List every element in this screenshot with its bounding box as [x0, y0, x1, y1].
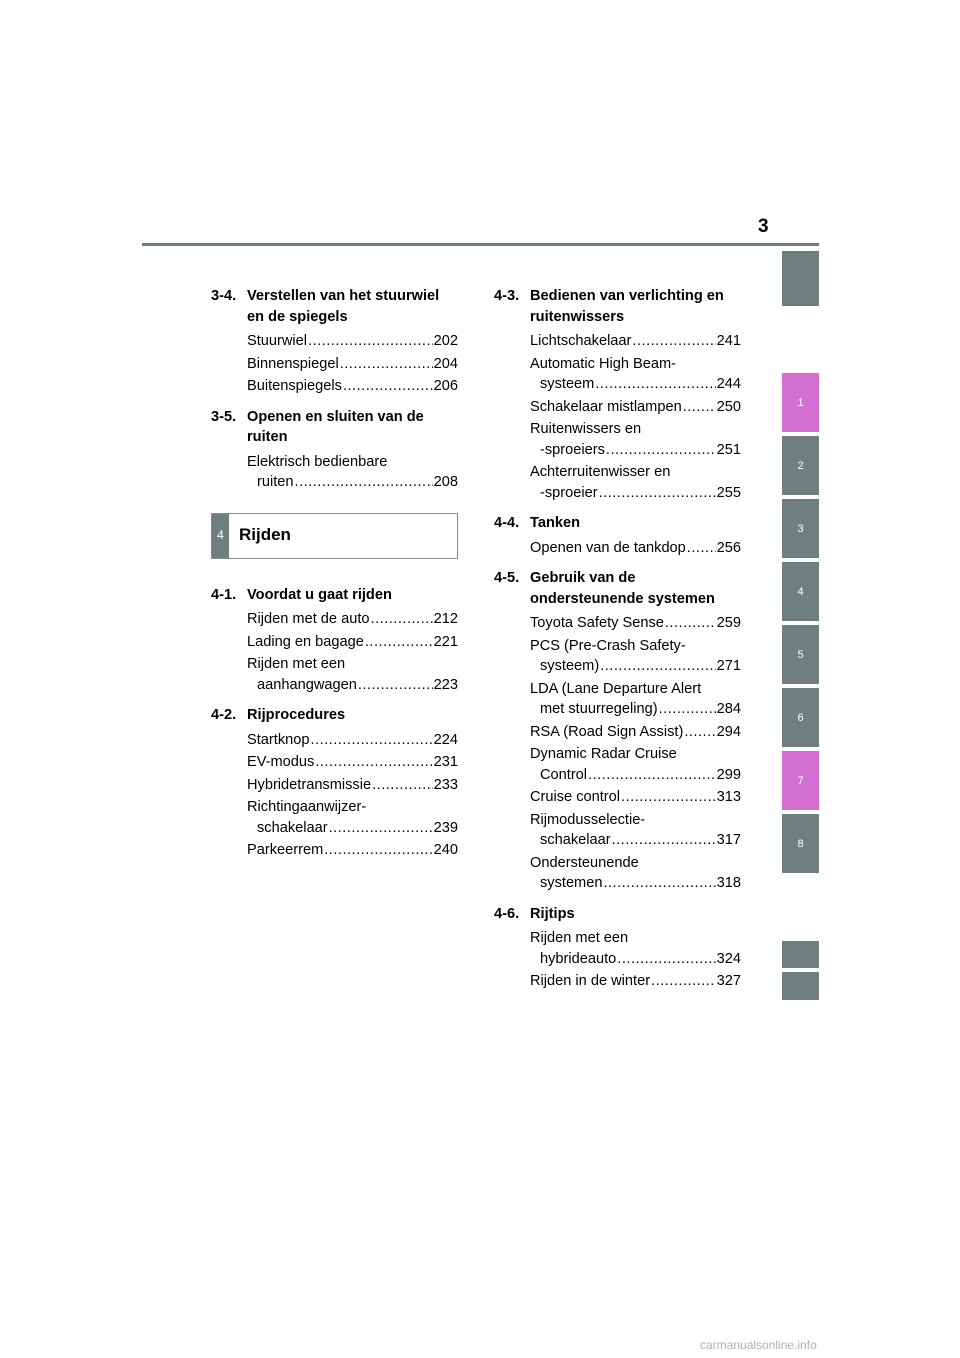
toc-entry-line — [247, 818, 458, 839]
toc-page-number: 202 — [433, 333, 458, 349]
toc-entry-label: Richtingaanwijzer- — [247, 799, 367, 815]
toc-entry[interactable] — [530, 744, 741, 785]
toc-entry-label: Rijden met een — [530, 930, 629, 946]
toc-page-number: 233 — [433, 776, 458, 793]
toc-entry-label: Binnenspiegel — [247, 355, 339, 372]
toc-entry-label: Elektrisch bedienbare — [247, 453, 388, 470]
toc-entry-label: Achterruitenwisser en — [530, 464, 671, 480]
toc-entry-label: Cruise control — [530, 789, 621, 805]
leader-dots — [683, 397, 716, 418]
toc-entry[interactable] — [530, 810, 741, 851]
toc-page-number: 240 — [433, 842, 458, 858]
header-rule — [142, 243, 819, 246]
toc-entry-label: schakelaar — [257, 819, 328, 836]
toc-entry-line — [530, 397, 741, 418]
toc-page-number: 244 — [716, 376, 741, 392]
toc-entry-line — [247, 376, 458, 397]
section-title: Rijtips — [530, 905, 575, 922]
leader-dots — [324, 840, 432, 861]
toc-entry-line — [530, 656, 741, 677]
toc-page-number: 239 — [433, 819, 458, 836]
chapter-title: Rijden — [239, 525, 291, 545]
section-heading — [211, 407, 458, 448]
toc-entry[interactable] — [530, 928, 741, 969]
watermark: carmanualsonline.info — [700, 1338, 817, 1352]
section-number: 3-4. — [211, 288, 237, 304]
toc-entry[interactable] — [530, 419, 741, 460]
toc-left-column — [211, 286, 458, 871]
section-spacer — [211, 399, 458, 407]
toc-entry[interactable] — [530, 722, 741, 743]
toc-page-number: 224 — [433, 731, 458, 748]
leader-dots — [588, 765, 716, 786]
toc-page-number: 259 — [716, 615, 741, 631]
leader-dots — [358, 675, 433, 696]
chapter-tab-7[interactable] — [782, 751, 819, 810]
toc-entry-label: Hybridetransmissie — [247, 776, 372, 793]
toc-entry-line — [530, 971, 741, 992]
leader-dots — [665, 613, 716, 634]
leader-dots — [343, 376, 433, 397]
toc-entry-label: -sproeier — [540, 484, 598, 501]
toc-entry-line — [247, 632, 458, 653]
toc-entry[interactable] — [530, 397, 741, 418]
toc-entry-label: Control — [540, 766, 588, 783]
toc-entry[interactable] — [530, 331, 741, 352]
section-heading — [211, 585, 458, 606]
toc-entry-line — [530, 949, 741, 970]
section-spacer — [494, 994, 741, 1002]
section-spacer — [211, 863, 458, 871]
toc-entry-label: Parkeerrem — [247, 842, 324, 858]
section-number: 4-5. — [494, 570, 520, 586]
toc-entry[interactable] — [530, 354, 741, 395]
toc-entry-line — [530, 679, 741, 700]
toc-entry-line — [530, 722, 741, 743]
chapter-tab-label: 8 — [797, 837, 804, 850]
toc-entry-label: hybrideauto — [540, 950, 617, 967]
toc-entry-label: Openen van de tankdop — [530, 539, 686, 556]
toc-page-number: 317 — [716, 832, 741, 848]
toc-entry-line — [530, 830, 741, 851]
leader-dots — [659, 699, 716, 720]
section-title: Rijprocedures — [247, 707, 346, 723]
toc-entry-line — [530, 853, 741, 874]
toc-entry-line — [247, 472, 458, 493]
leader-dots — [365, 632, 433, 653]
toc-entry[interactable] — [530, 538, 741, 559]
leader-dots — [599, 483, 716, 504]
toc-entry-label: systeem — [540, 376, 595, 392]
chapter-tab-6[interactable] — [782, 688, 819, 747]
toc-entry-line — [247, 797, 458, 818]
section-spacer — [211, 697, 458, 705]
toc-page-number: 256 — [716, 539, 741, 556]
toc-entry-label: LDA (Lane Departure Alert — [530, 680, 702, 697]
toc-page-number: 299 — [716, 766, 741, 783]
toc-entry[interactable] — [530, 971, 741, 992]
section-heading — [211, 286, 458, 327]
leader-dots — [329, 818, 433, 839]
toc-entry-label: Ruitenwissers en — [530, 421, 642, 437]
toc-entry-line — [247, 730, 458, 751]
section-number: 4-4. — [494, 515, 520, 531]
toc-page-number: 271 — [716, 658, 741, 674]
toc-entry-line — [530, 331, 741, 352]
toc-entry-line — [247, 840, 458, 861]
section-number: 4-1. — [211, 586, 237, 603]
leader-dots — [617, 949, 715, 970]
toc-entry-label: Rijden met de auto — [247, 611, 370, 627]
toc-entry-line — [530, 928, 741, 949]
toc-entry-label: Lichtschakelaar — [530, 333, 632, 349]
toc-entry-line — [530, 636, 741, 657]
toc-page-number: 318 — [716, 875, 741, 891]
toc-entry-label: systeem) — [540, 658, 600, 674]
chapter-tab-2[interactable] — [782, 436, 819, 495]
toc-page-number: 231 — [433, 754, 458, 770]
toc-entry-label: ruiten — [257, 474, 294, 490]
section-title: Openen en sluiten van de ruiten — [247, 408, 424, 445]
section-spacer — [494, 560, 741, 568]
toc-entry[interactable] — [247, 752, 458, 773]
leader-dots — [372, 775, 433, 796]
toc-page-number: 223 — [433, 676, 458, 693]
toc-entry-label: Startknop — [247, 731, 310, 748]
section-heading — [211, 705, 458, 726]
toc-entry-line — [530, 744, 741, 765]
toc-entry-label: Buitenspiegels — [247, 378, 342, 394]
toc-entry-line — [530, 538, 741, 559]
section-heading — [494, 286, 741, 327]
toc-entry-label: EV-modus — [247, 754, 315, 770]
toc-entry-line — [530, 483, 741, 504]
toc-entry-line — [530, 419, 741, 440]
toc-entry-line — [247, 675, 458, 696]
section-spacer — [211, 495, 458, 503]
section-title: Tanken — [530, 515, 581, 531]
toc-page-number: 208 — [433, 474, 458, 490]
toc-entry[interactable] — [247, 376, 458, 397]
toc-page-number: 313 — [716, 789, 741, 805]
toc-entry-label: PCS (Pre-Crash Safety- — [530, 637, 686, 654]
section-spacer — [494, 505, 741, 513]
toc-entry-line — [530, 699, 741, 720]
leader-dots — [371, 609, 433, 630]
leader-dots — [600, 656, 715, 677]
chapter-tab-4[interactable] — [782, 562, 819, 621]
toc-entry-label: aanhangwagen — [257, 676, 357, 693]
toc-entry-label: systemen — [540, 875, 603, 891]
leader-dots — [310, 730, 432, 751]
leader-dots — [308, 331, 433, 352]
toc-page-number: 212 — [433, 611, 458, 627]
chapter-tab-label: 1 — [797, 396, 804, 409]
toc-entry[interactable] — [530, 853, 741, 894]
toc-entry-line — [530, 810, 741, 831]
toc-entry[interactable] — [247, 609, 458, 630]
section-spacer — [494, 896, 741, 904]
toc-entry-line — [247, 775, 458, 796]
toc-entry-label: Lading en bagage — [247, 633, 364, 650]
leader-dots — [595, 374, 715, 395]
toc-entry[interactable] — [247, 632, 458, 653]
toc-page-number: 327 — [716, 973, 741, 989]
chapter-tab-3[interactable] — [782, 499, 819, 558]
toc-entry-label: Rijden in de winter — [530, 973, 651, 989]
section-heading — [494, 568, 741, 609]
section-number: 4-3. — [494, 288, 520, 304]
toc-entry-line — [530, 787, 741, 808]
section-number: 4-2. — [211, 707, 237, 723]
leader-dots — [687, 538, 716, 559]
toc-entry[interactable] — [247, 331, 458, 352]
section-title: Gebruik van de ondersteunende systemen — [530, 570, 715, 607]
leader-dots — [621, 787, 716, 808]
toc-page-number: 255 — [716, 484, 741, 501]
toc-entry[interactable] — [247, 775, 458, 796]
toc-page-number: 206 — [433, 378, 458, 394]
toc-page-number: 294 — [716, 723, 741, 740]
section-title: Verstellen van het stuurwiel en de spiegels — [247, 288, 440, 325]
chapter-tab-label: 7 — [797, 774, 804, 787]
leader-dots — [684, 722, 715, 743]
leader-dots — [295, 472, 433, 493]
toc-entry[interactable] — [530, 679, 741, 720]
chapter-tab-label: 6 — [797, 711, 804, 724]
toc-entry[interactable] — [530, 462, 741, 503]
leader-dots — [603, 873, 715, 894]
toc-page-number: 241 — [716, 333, 741, 349]
toc-entry-label: Toyota Safety Sense — [530, 615, 664, 631]
toc-entry[interactable] — [247, 354, 458, 375]
toc-entry[interactable] — [247, 730, 458, 751]
toc-entry[interactable] — [530, 787, 741, 808]
toc-page-number: 221 — [433, 633, 458, 650]
section-heading — [494, 513, 741, 534]
toc-page-number: 251 — [716, 441, 741, 458]
leader-dots — [315, 752, 432, 773]
page-number: 3 — [758, 216, 769, 237]
toc-entry-label: -sproeiers — [540, 441, 605, 458]
toc-page-number: 324 — [716, 950, 741, 967]
toc-entry-label: Automatic High Beam- — [530, 355, 676, 372]
chapter-number: 4 — [212, 514, 229, 558]
toc-entry[interactable] — [247, 797, 458, 838]
toc-entry-label: met stuurregeling) — [540, 701, 658, 717]
toc-entry[interactable] — [247, 452, 458, 493]
toc-entry[interactable] — [530, 636, 741, 677]
toc-entry-line — [530, 462, 741, 483]
toc-entry-line — [530, 440, 741, 461]
section-title: Bedienen van verlichting en ruitenwissers — [530, 288, 724, 325]
toc-page-number: 250 — [716, 398, 741, 415]
leader-dots — [606, 440, 716, 461]
leader-dots — [632, 331, 715, 352]
chapter-header — [211, 513, 458, 559]
toc-entry-line — [530, 873, 741, 894]
toc-entry-line — [247, 752, 458, 773]
chapter-tab-blank-10[interactable] — [782, 972, 819, 1000]
toc-entry-line — [247, 331, 458, 352]
toc-page-number: 204 — [433, 355, 458, 372]
toc-entry-line — [247, 452, 458, 473]
toc-entry-label: Ondersteunende — [530, 854, 639, 871]
chapter-tab-1[interactable] — [782, 373, 819, 432]
toc-entry-line — [530, 613, 741, 634]
chapter-tab-label: 2 — [797, 459, 804, 472]
section-heading — [494, 904, 741, 925]
chapter-tab-blank-9[interactable] — [782, 941, 819, 968]
toc-entry-label: Rijmodusselectie- — [530, 811, 646, 828]
toc-entry-label: Dynamic Radar Cruise — [530, 746, 677, 762]
chapter-tab-label: 4 — [797, 585, 804, 598]
toc-entry-line — [247, 609, 458, 630]
chapter-tab-label: 5 — [797, 648, 804, 661]
toc-entry-label: Rijden met een — [247, 656, 346, 672]
leader-dots — [340, 354, 433, 375]
chapter-tab-8[interactable] — [782, 814, 819, 873]
leader-dots — [651, 971, 716, 992]
toc-entry-label: RSA (Road Sign Assist) — [530, 723, 684, 740]
chapter-tab-blank-0[interactable] — [782, 251, 819, 306]
chapter-tab-5[interactable] — [782, 625, 819, 684]
toc-entry-line — [530, 765, 741, 786]
toc-entry[interactable] — [247, 654, 458, 695]
section-number: 4-6. — [494, 905, 520, 922]
toc-entry-line — [530, 354, 741, 375]
toc-entry[interactable] — [247, 840, 458, 861]
toc-entry-label: Stuurwiel — [247, 333, 308, 349]
toc-entry-label: Schakelaar mistlampen — [530, 398, 682, 415]
section-number: 3-5. — [211, 408, 237, 425]
chapter-tab-label: 3 — [797, 522, 804, 535]
toc-entry-line — [530, 374, 741, 395]
leader-dots — [612, 830, 716, 851]
toc-entry-line — [247, 654, 458, 675]
toc-entry-line — [247, 354, 458, 375]
toc-entry-label: schakelaar — [540, 832, 611, 848]
section-title: Voordat u gaat rijden — [247, 586, 392, 603]
toc-right-column — [494, 286, 741, 1002]
toc-page-number: 284 — [716, 701, 741, 717]
toc-entry[interactable] — [530, 613, 741, 634]
